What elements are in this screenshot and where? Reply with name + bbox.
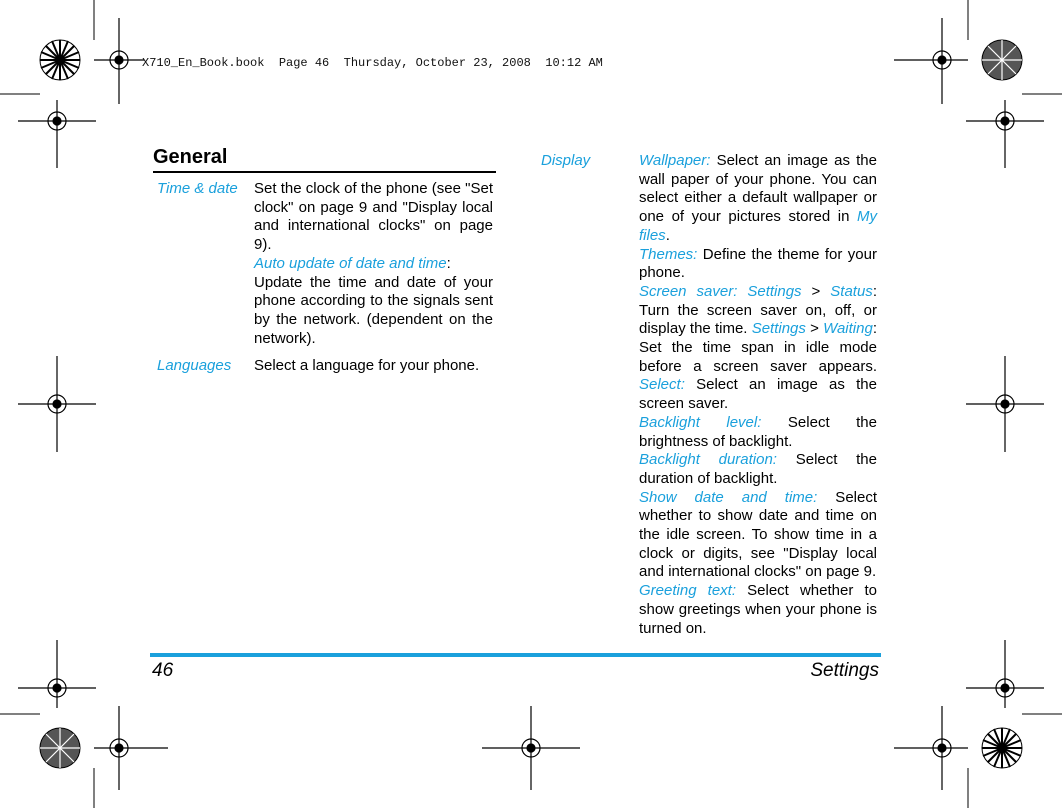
waiting-link: Waiting bbox=[823, 320, 873, 338]
backlight-duration-paragraph bbox=[639, 451, 877, 488]
backlight-level-desc: Select the brightness of backlight. bbox=[639, 413, 877, 450]
show-date-desc: Select whether to show date and time on the idle screen. To show time in a clock or digits, see "Display local and international clocks" on page 9. bbox=[639, 488, 877, 581]
crosshair-target bbox=[482, 706, 580, 790]
settings-link: Settings bbox=[751, 320, 806, 338]
screensaver-desc: Select an image as the screen saver. bbox=[639, 376, 877, 413]
star-target bbox=[40, 728, 80, 768]
auto-update-paragraph bbox=[254, 255, 493, 274]
screensaver-paragraph bbox=[639, 283, 877, 414]
term-languages: Languages bbox=[157, 357, 232, 374]
star-target bbox=[982, 40, 1022, 80]
wallpaper-paragraph bbox=[639, 152, 877, 246]
star-target bbox=[40, 40, 80, 80]
crosshair-target bbox=[966, 100, 1044, 168]
themes-desc: Define the theme for your phone. bbox=[639, 245, 877, 282]
greeting-paragraph bbox=[639, 582, 877, 638]
auto-update-term: Auto update of date and time bbox=[254, 254, 447, 272]
backlight-duration-desc: Select the duration of backlight. bbox=[639, 451, 877, 487]
themes-paragraph bbox=[639, 246, 877, 283]
display-description bbox=[639, 152, 877, 638]
wallpaper-desc: Select an image as the wall paper of your phone. You can select either a default wallpaper or one of your pictures stored in bbox=[639, 152, 877, 226]
auto-update-colon: : bbox=[446, 254, 451, 272]
themes-term: Themes: bbox=[639, 245, 698, 263]
term-display: Display bbox=[541, 152, 591, 169]
footer-rule bbox=[150, 653, 881, 657]
crosshair-target bbox=[94, 706, 168, 790]
crosshair-target bbox=[966, 356, 1044, 452]
time-date-line: Set the clock of the phone (see "Set clock" on page 9 and "Display local and international clocks" on page 9). bbox=[254, 180, 493, 254]
auto-update-desc: Update the time and date of your phone according to the signals sent by the network. (dependent on the network). bbox=[254, 273, 493, 347]
star-target bbox=[982, 728, 1022, 768]
crosshair-target bbox=[18, 356, 96, 452]
crosshair-target bbox=[966, 640, 1044, 708]
crosshair-target bbox=[894, 706, 968, 790]
languages-desc: Select a language for your phone. bbox=[254, 357, 480, 374]
backlight-level-term: Backlight level: bbox=[639, 413, 762, 431]
separator: > bbox=[805, 320, 824, 338]
term-time-date: Time & date bbox=[157, 180, 238, 197]
greeting-term: Greeting text: bbox=[639, 582, 737, 600]
separator: > bbox=[801, 282, 831, 300]
wallpaper-term: Wallpaper: bbox=[639, 152, 711, 169]
settings-link: Settings bbox=[747, 282, 802, 300]
my-files-link: My files bbox=[639, 208, 877, 244]
print-header: X710_En_Book.book Page 46 Thursday, October 23, 2008 10:12 AM bbox=[142, 56, 603, 70]
section-rule bbox=[153, 171, 496, 173]
backlight-level-paragraph bbox=[639, 414, 877, 451]
screensaver-desc: : Set the time span in idle mode before a screen saver appears. bbox=[639, 320, 877, 375]
select-term: Select: bbox=[639, 376, 685, 394]
greeting-desc: Select whether to show greetings when your phone is turned on. bbox=[639, 582, 877, 637]
page-number: 46 bbox=[152, 660, 174, 681]
crosshair-target bbox=[18, 100, 96, 168]
time-date-description bbox=[254, 180, 493, 348]
status-link: Status bbox=[830, 282, 873, 300]
screensaver-term: Screen saver: bbox=[639, 282, 738, 300]
crosshair-target bbox=[894, 18, 968, 104]
screensaver-desc: : Turn the screen saver on, off, or display the time. bbox=[639, 282, 877, 338]
crosshair-target bbox=[18, 640, 96, 708]
show-date-paragraph bbox=[639, 489, 877, 583]
footer-section: Settings bbox=[810, 660, 879, 681]
wallpaper-end: . bbox=[665, 226, 670, 244]
section-title: General bbox=[153, 146, 228, 168]
backlight-duration-term: Backlight duration: bbox=[639, 451, 777, 469]
show-date-term: Show date and time: bbox=[639, 488, 818, 506]
crosshair-target bbox=[94, 18, 144, 104]
